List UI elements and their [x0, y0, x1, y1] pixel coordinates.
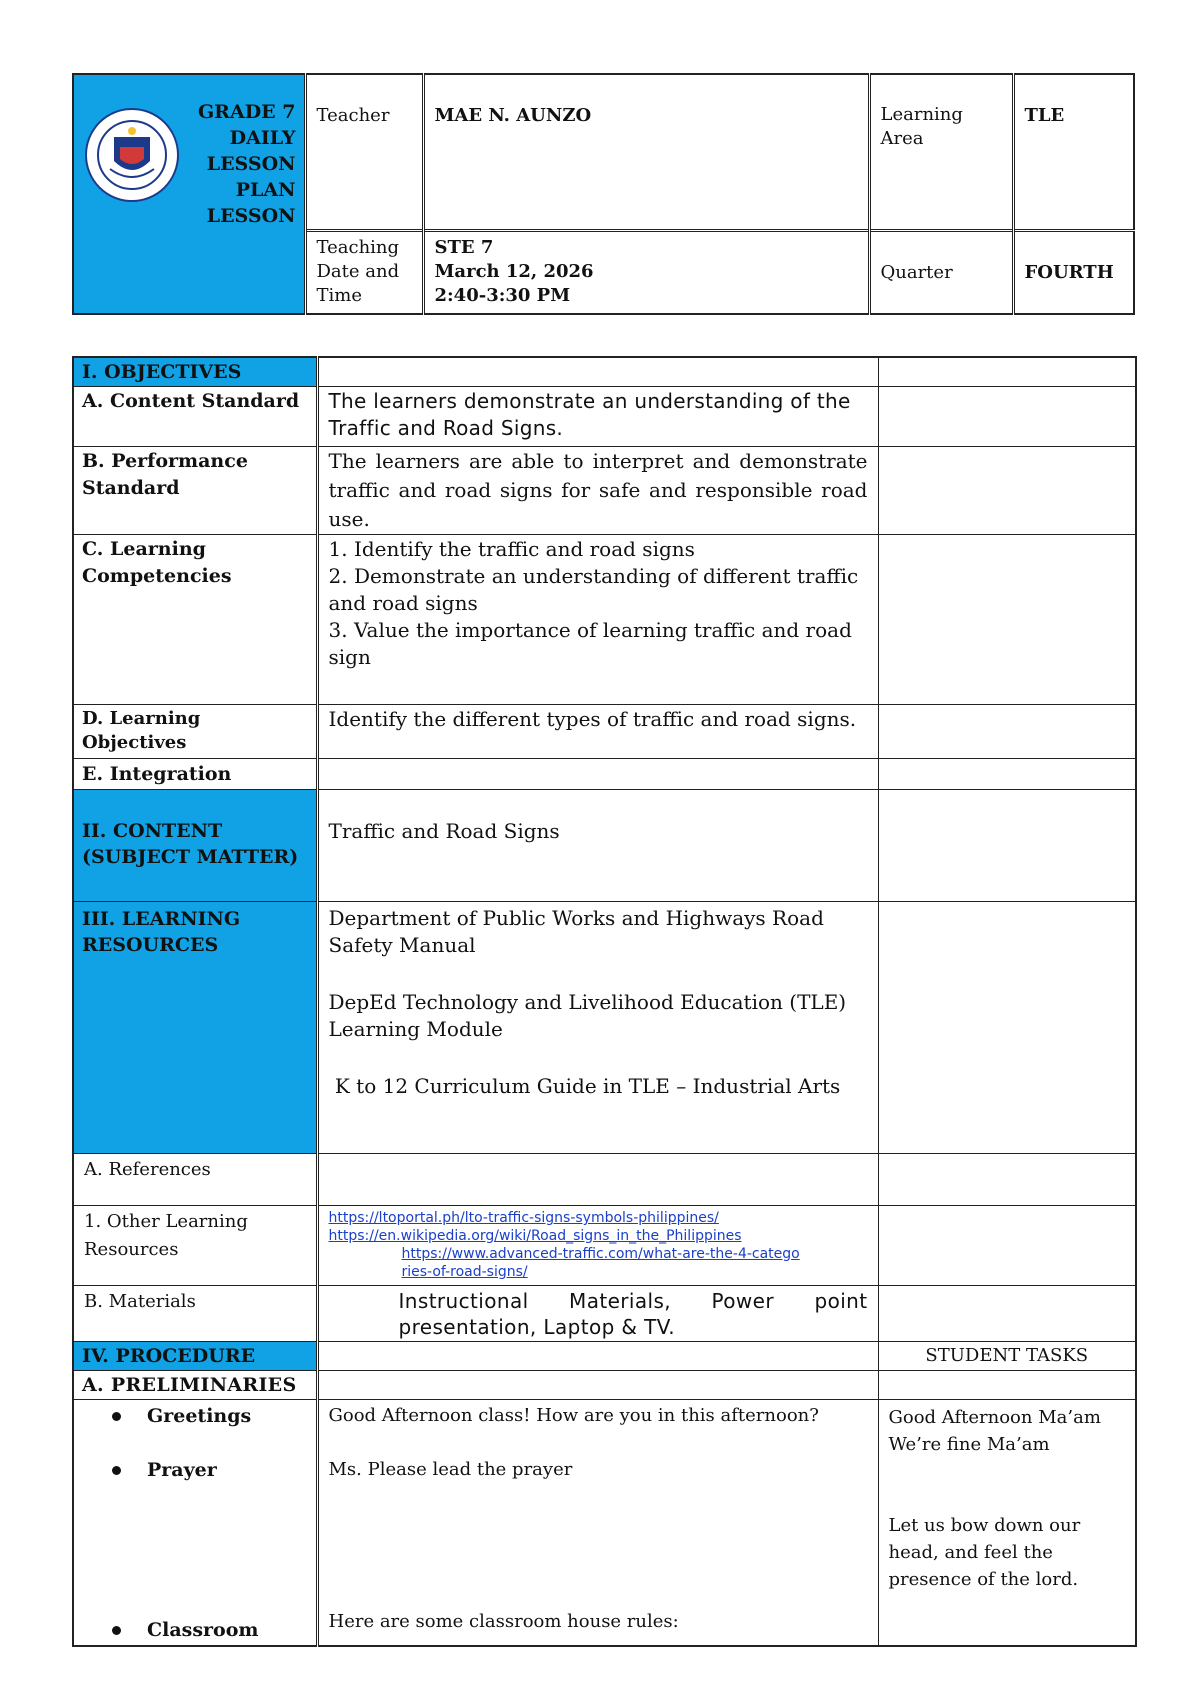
- student-prayer: Let us bow down our head, and feel the presence of the lord.: [888, 1515, 1081, 1590]
- integration-label: E. Integration: [82, 763, 232, 785]
- teacher-name: MAE N. AUNZO: [434, 105, 592, 126]
- resource-item: K to 12 Curriculum Guide in TLE – Industrial Arts: [328, 1074, 841, 1098]
- bullet-icon: [112, 1412, 121, 1421]
- teaching-label-3: Time: [316, 284, 362, 306]
- bullet-icon: [112, 1466, 121, 1475]
- content-standard-label: A. Content Standard: [82, 390, 300, 412]
- teacher-rules: Here are some classroom house rules:: [328, 1611, 679, 1632]
- objectives-heading: I. OBJECTIVES: [82, 361, 242, 383]
- other-resources-label-1: 1. Other Learning: [84, 1211, 248, 1232]
- other-resources-label-2: Resources: [84, 1239, 179, 1260]
- learning-objectives-label: D. Learning Objectives: [82, 708, 201, 753]
- classroom-label: Classroom: [147, 1619, 259, 1641]
- reference-link-1[interactable]: https://ltoportal.ph/lto-traffic-signs-symbols-philippines/: [328, 1210, 719, 1226]
- performance-label-2: Standard: [82, 477, 180, 499]
- greetings-bullet: [74, 1404, 251, 1428]
- resources-label-1: III. LEARNING: [82, 908, 241, 930]
- teacher-label: Teacher: [316, 105, 390, 126]
- competencies-label-2: Competencies: [82, 565, 232, 587]
- title-line-5: LESSON: [206, 205, 296, 227]
- header-title-cell: [73, 74, 305, 314]
- student-greeting-2: We’re fine Ma’am: [888, 1434, 1050, 1455]
- teaching-label-2: Date and: [316, 260, 400, 282]
- competencies-label-1: C. Learning: [82, 538, 206, 560]
- learning-area-label: Learning: [880, 104, 963, 125]
- reference-link-2[interactable]: https://en.wikipedia.org/wiki/Road_signs_in_the_Philippines: [328, 1228, 742, 1244]
- competency-item: 3. Value the importance of learning traffic and road sign: [328, 618, 852, 669]
- student-greeting-1: Good Afternoon Ma’am: [888, 1407, 1101, 1428]
- content-label-2: (SUBJECT MATTER): [82, 846, 299, 868]
- student-tasks-heading: STUDENT TASKS: [925, 1345, 1089, 1366]
- content-text: Traffic and Road Signs: [328, 819, 560, 843]
- title-line-3: LESSON: [206, 153, 296, 175]
- title-line-4: PLAN: [235, 179, 296, 201]
- section-value: STE 7: [434, 236, 494, 258]
- content-label-1: II. CONTENT: [82, 820, 223, 842]
- classroom-bullet: [74, 1618, 259, 1642]
- title-line-1: GRADE 7: [197, 101, 296, 123]
- teacher-greeting: Good Afternoon class! How are you in this afternoon?: [328, 1405, 819, 1426]
- procedure-heading: IV. PROCEDURE: [82, 1345, 256, 1367]
- competency-item: 2. Demonstrate an understanding of different traffic and road signs: [328, 564, 859, 615]
- header-table: [72, 73, 1135, 315]
- performance-label-1: B. Performance: [82, 450, 248, 472]
- learning-area-value: TLE: [1024, 105, 1065, 126]
- teacher-prayer: Ms. Please lead the prayer: [328, 1459, 573, 1480]
- references-label: A. References: [84, 1159, 211, 1180]
- time-value: 2:40-3:30 PM: [434, 284, 571, 306]
- quarter-value: FOURTH: [1024, 261, 1114, 283]
- content-standard-text: The learners demonstrate an understanding of the Traffic and Road Signs.: [328, 389, 851, 440]
- performance-standard-text: The learners are able to interpret and demonstrate traffic and road signs for safe and responsible road use.: [328, 449, 868, 531]
- deped-logo: [84, 107, 180, 203]
- teaching-label-1: Teaching: [316, 236, 400, 258]
- bullet-icon: [112, 1626, 121, 1635]
- materials-label: B. Materials: [84, 1291, 196, 1312]
- preliminaries-heading: A. PRELIMINARIES: [82, 1374, 297, 1396]
- greetings-label: Greetings: [147, 1405, 252, 1427]
- prayer-bullet: [74, 1458, 217, 1482]
- resource-item: Department of Public Works and Highways Road Safety Manual: [328, 906, 824, 957]
- competency-item: 1. Identify the traffic and road signs: [328, 537, 695, 561]
- title-line-2: DAILY: [229, 127, 296, 149]
- date-value: March 12, 2026: [434, 260, 594, 282]
- materials-text: Instructional Materials, Power point presentation, Laptop & TV.: [398, 1289, 868, 1339]
- lesson-plan-table: [72, 356, 1137, 1647]
- resource-item: DepEd Technology and Livelihood Education (TLE) Learning Module: [328, 990, 847, 1041]
- learning-area-label-2: Area: [880, 128, 924, 149]
- prayer-label: Prayer: [147, 1459, 217, 1481]
- reference-link-3[interactable]: https://www.advanced-traffic.com/what-are-the-4-categories-of-road-signs/: [401, 1246, 800, 1280]
- learning-objectives-text: Identify the different types of traffic and road signs.: [328, 707, 857, 731]
- resources-label-2: RESOURCES: [82, 934, 219, 956]
- quarter-label: Quarter: [880, 261, 953, 283]
